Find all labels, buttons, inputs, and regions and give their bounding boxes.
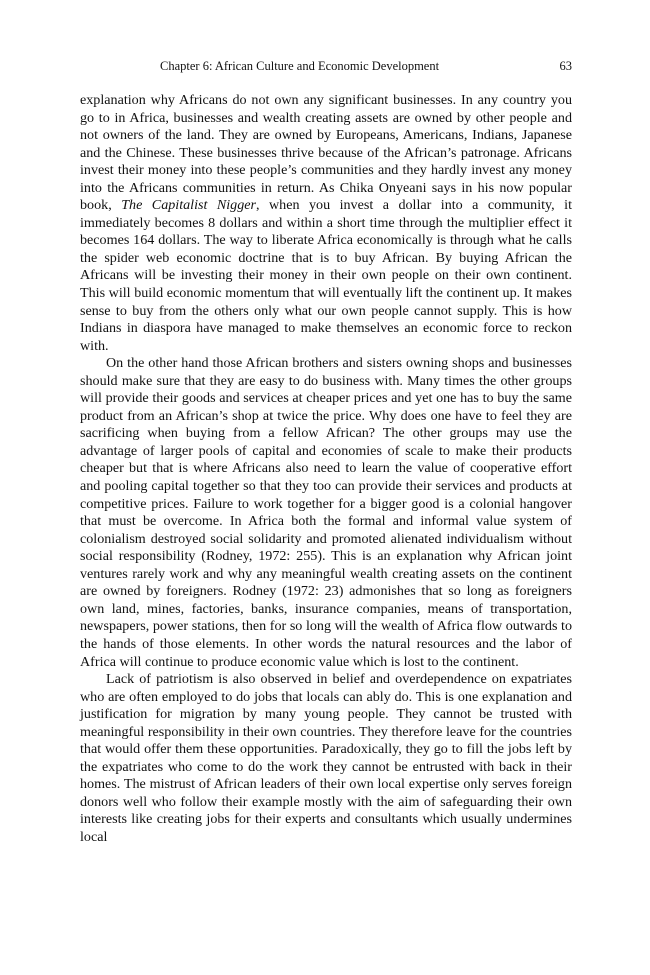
- paragraph-text: , when you invest a dollar into a community, it immediately becomes 8 dollars and within a short time through the multiplier effect it becomes 164 dollars. The way to liberate Africa economically is through what he calls the spider web economic doctrine that is to buy African. By buying African the Africans will be investing their money in their own people on their own continent. This will build economic momentum that will eventually lift the continent up. It makes sense to buy from the others only what our own people cannot supply. This is how Indians in diaspora have managed to make themselves an economic force to reckon with.: [80, 197, 572, 354]
- running-header: [160, 56, 572, 76]
- book-title: The Capitalist Nigger: [121, 197, 257, 214]
- chapter-title: Chapter 6: African Culture and Economic Development: [160, 59, 440, 73]
- page-number: 63: [559, 59, 572, 73]
- paragraph-text: explanation why Africans do not own any significant businesses. In any country you go to in Africa, businesses and wealth creating assets are owned by other people and not owners of the land. They are owned by Europeans, Americans, Indians, Japanese and the Chinese. These businesses thrive because of the African’s patronage. Africans invest their money into these people’s communities and they hardly invest any money into the Africans communities in return. As Chika Onyeani says in his now popular book,: [80, 92, 572, 214]
- body-text: [80, 92, 572, 847]
- paragraph: Lack of patriotism is also observed in belief and overdependence on expatriates who are often employed to do jobs that locals can ably do. This is one explanation and justification for migration by many young people. They cannot be trusted with meaningful responsibility in their own countries. They therefore leave for the countries that would offer them these opportunities. Paradoxically, they go to fill the jobs left by the expatriates who come to do the work they cannot be entrusted with back in their homes. The mistrust of African leaders of their own local expertise only serves foreign donors well who follow their example mostly with the aim of safeguarding their own interests like creating jobs for their experts and consultants which usually undermines local: [80, 671, 572, 845]
- paragraph: On the other hand those African brothers and sisters owning shops and businesses should make sure that they are easy to do business with. Many times the other groups will provide their goods and services at cheaper prices and yet one has to buy the same product from an African’s shop at twice the price. Why does one have to feel they are sacrificing when buying from a fellow African? The other groups may use the advantage of larger pools of capital and economies of scale to make their products cheaper but that is where Africans also need to learn the value of cooperative effort and pooling capital together so that they too can provide their services and products at competitive prices. Failure to work together for a bigger good is a colonial hangover that must be overcome. In Africa both the formal and informal value system of colonialism destroyed social solidarity and promoted alienated individualism without social responsibility (Rodney, 1972: 255). This is an explanation why African joint ventures rarely work and why any meaningful wealth creating assets on the continent are owned by foreigners. Rodney (1972: 23) admonishes that so long as foreigners own land, mines, factories, banks, insurance companies, means of transportation, newspapers, power stations, then for so long will the wealth of Africa flow outwards to the hands of those elements. In other words the natural resources and the labor of Africa will continue to produce economic value which is lost to the continent.: [80, 355, 572, 670]
- paragraph: [80, 92, 572, 355]
